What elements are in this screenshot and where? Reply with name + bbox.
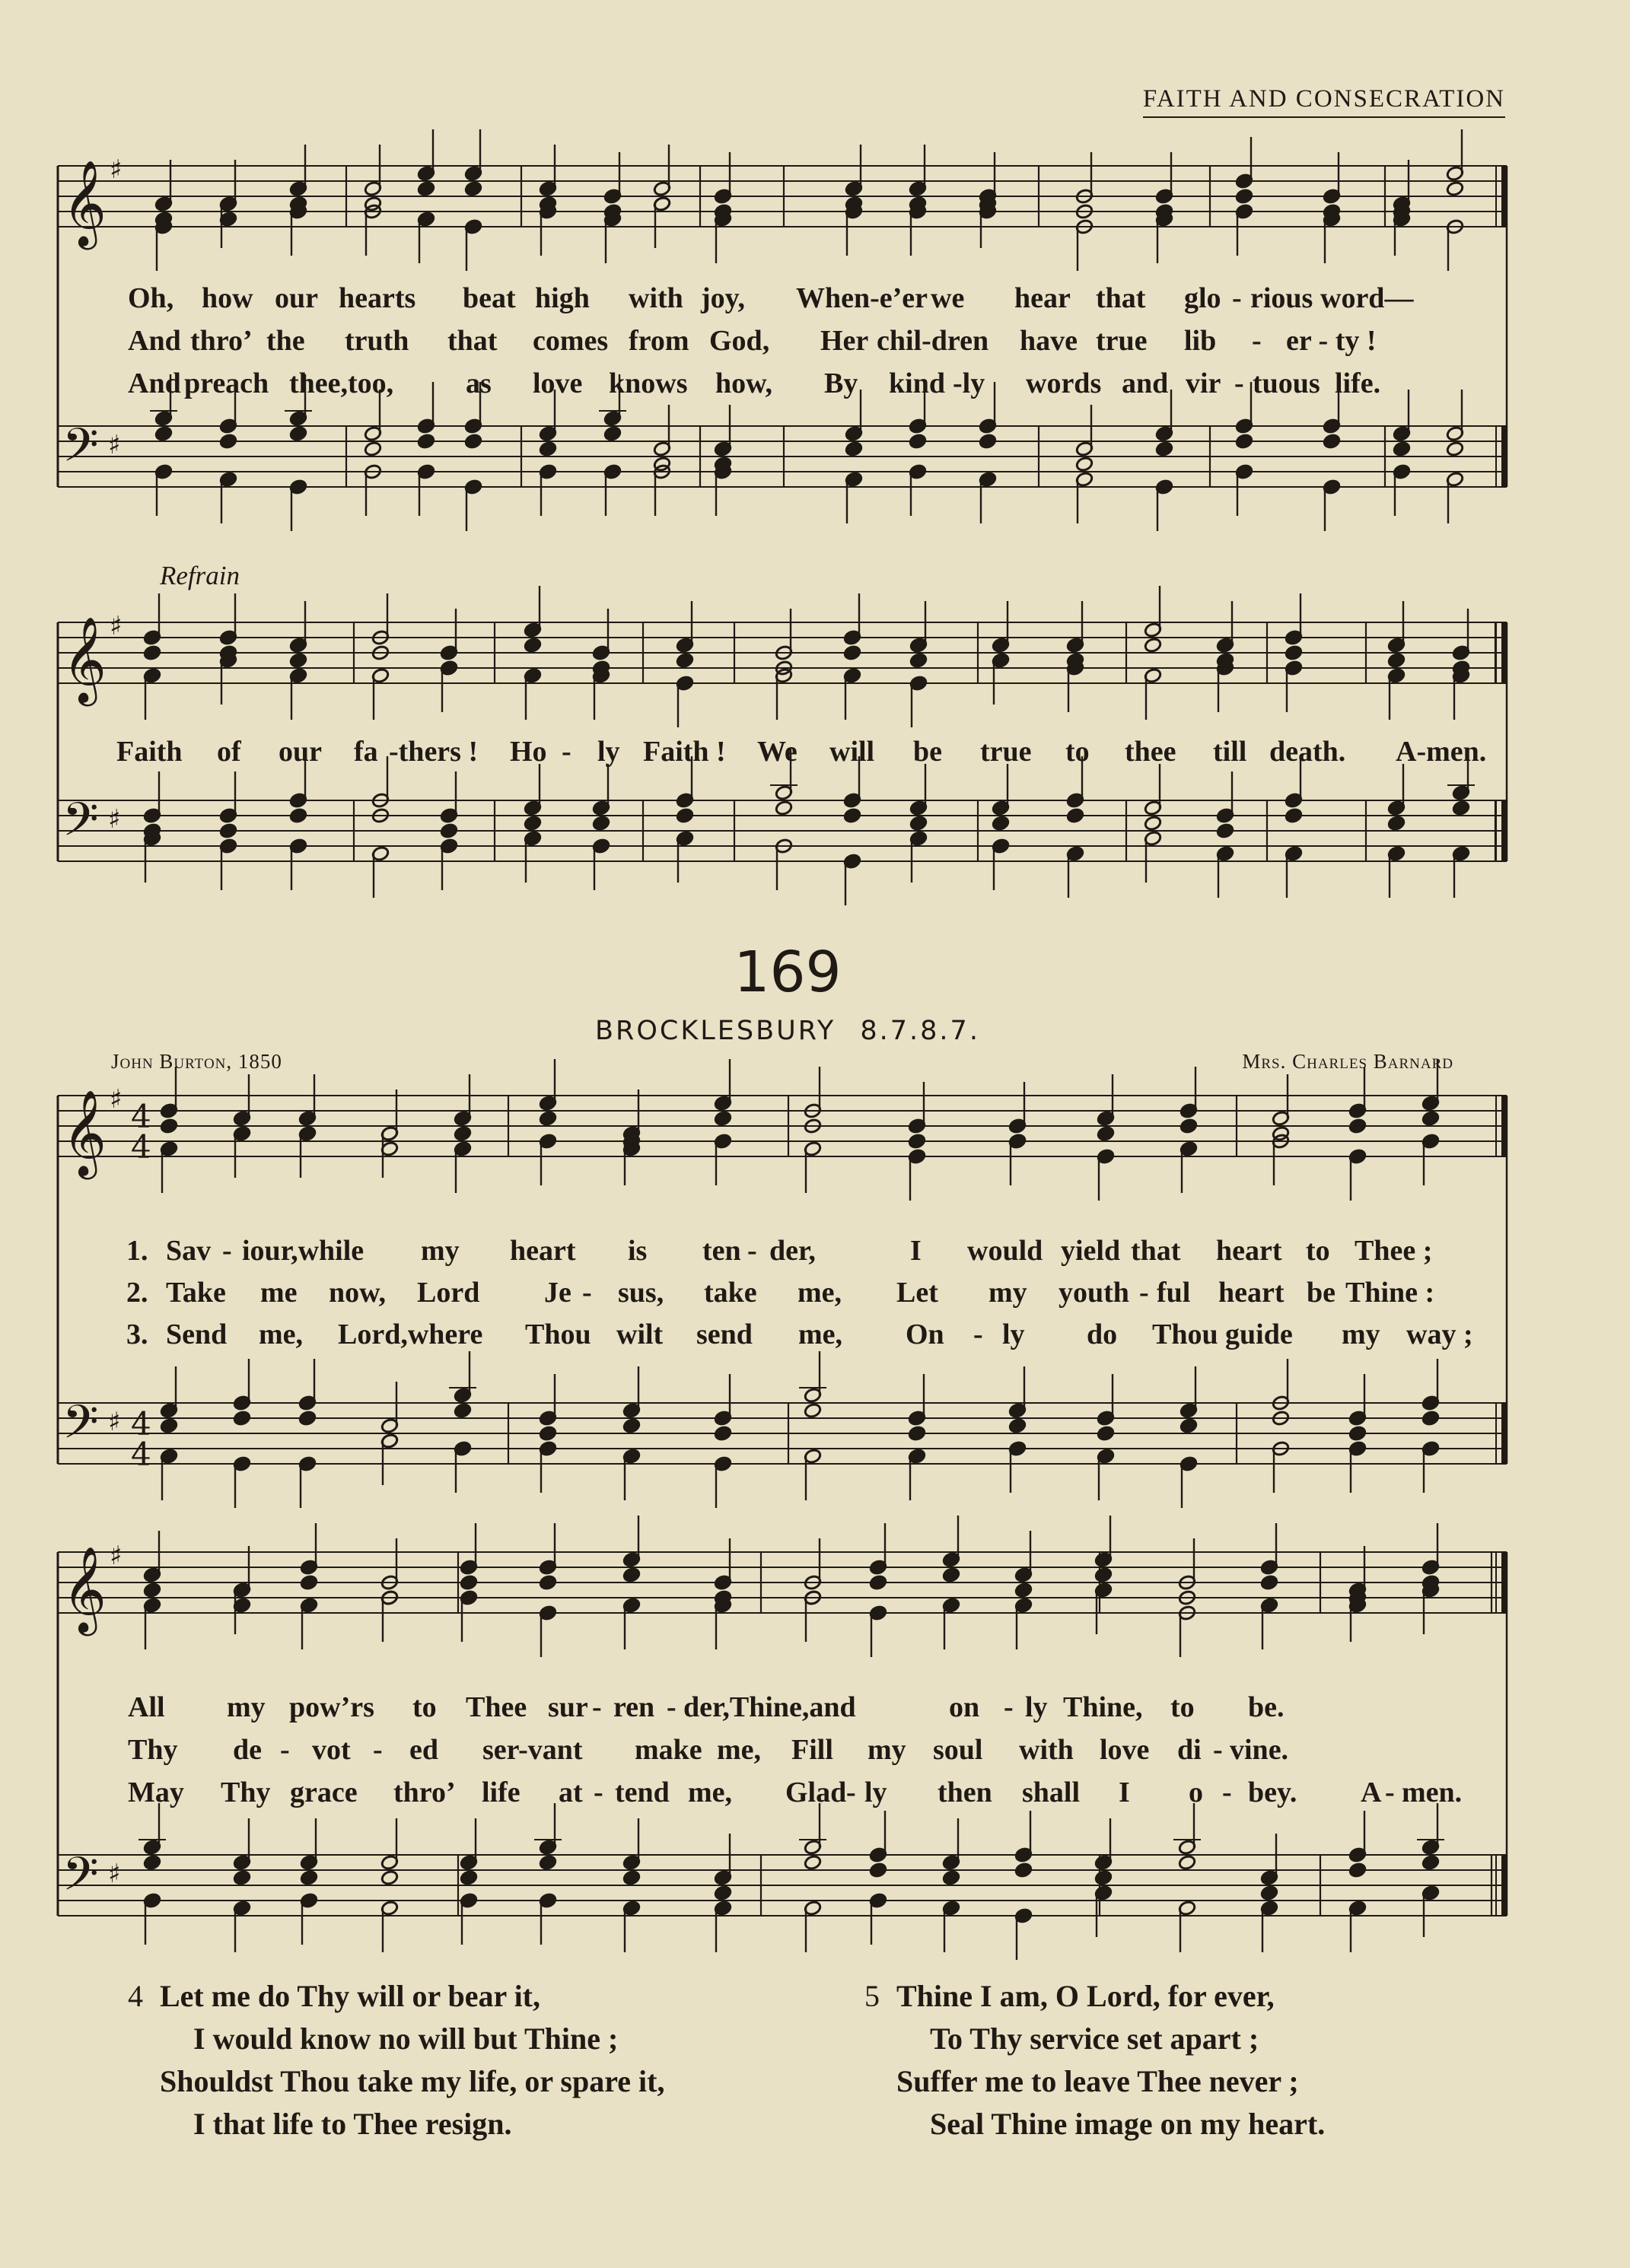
stanza-line: Suffer me to leave Thee never ; [896, 2064, 1299, 2098]
running-head: FAITH AND CONSECRATION [1143, 85, 1505, 118]
lyric-syllable: - [562, 736, 571, 768]
lyric-syllable: yield [1061, 1235, 1121, 1267]
lyric-syllable: vot [312, 1734, 351, 1766]
lyric-syllable: heart [510, 1235, 576, 1267]
lyric-syllable: high [535, 282, 590, 314]
lyric-syllable: we [931, 282, 965, 314]
stanza-line: Seal Thine image on my heart. [930, 2107, 1326, 2141]
lyric-syllable: ly [1025, 1691, 1048, 1723]
lyric-syllable: ren [613, 1691, 655, 1723]
lyric-syllable: bey. [1248, 1777, 1297, 1808]
lyric-syllable: me, [717, 1734, 762, 1766]
lyric-syllable: kind [889, 367, 945, 399]
lyric-syllable: beat [463, 282, 516, 314]
lyric-syllable: true [980, 736, 1032, 768]
svg-text:4: 4 [131, 1098, 151, 1135]
lyric-syllable: thee,too, [289, 367, 394, 399]
lyric-syllable: guide [1225, 1318, 1293, 1350]
lyric-syllable: then [938, 1777, 992, 1808]
lyric-syllable: knows [609, 367, 688, 399]
lyric-syllable: to [1306, 1235, 1330, 1267]
stanza-line: Let me do Thy will or bear it, [160, 1979, 540, 2013]
lyric-syllable: vine. [1230, 1734, 1289, 1766]
stanza-line: Shouldst Thou take my life, or spare it, [160, 2064, 665, 2098]
lyric-syllable: do [1087, 1318, 1118, 1350]
lyric-syllable: our [275, 282, 318, 314]
lyric-syllable: der,Thine,and [683, 1691, 856, 1723]
lyric-syllable: that [1096, 282, 1146, 314]
lyric-syllable: the [266, 325, 305, 357]
stanza-line: Thine I am, O Lord, for ever, [896, 1979, 1275, 2013]
lyric-syllable: - [1252, 325, 1262, 357]
lyric-syllable: On [906, 1318, 944, 1350]
lyric-syllable: When-e’er [796, 282, 928, 314]
lyric-syllable: that [1131, 1235, 1181, 1267]
lyric-syllable: Oh, [128, 282, 174, 314]
lyric-syllable: me, [688, 1777, 733, 1808]
lyric-syllable: - [1139, 1277, 1149, 1309]
svg-text:♯: ♯ [108, 1407, 121, 1437]
lyric-syllable: di [1177, 1734, 1202, 1766]
verse-number: 1. [126, 1235, 148, 1267]
lyric-syllable: hearts [339, 282, 416, 314]
lyric-syllable: ly [1002, 1318, 1025, 1350]
lyric-syllable: be [1307, 1277, 1336, 1309]
lyric-syllable: Thou [1152, 1318, 1218, 1350]
lyric-syllable: Thine, [1063, 1691, 1143, 1723]
lyric-syllable: ser-vant [482, 1734, 583, 1766]
lyric-syllable: grace [290, 1777, 358, 1808]
svg-text:𝄞: 𝄞 [62, 1546, 107, 1633]
lyric-syllable: - [667, 1691, 677, 1723]
lyric-syllable: tend [615, 1777, 670, 1808]
svg-text:𝄢: 𝄢 [62, 793, 99, 858]
lyric-syllable: de [233, 1734, 262, 1766]
lyric-syllable: Faith [116, 736, 183, 768]
lyric-syllable: - [373, 1734, 383, 1766]
verse-number: 3. [126, 1318, 148, 1350]
lyric-syllable: lib [1184, 325, 1217, 357]
lyric-syllable: ly [597, 736, 620, 768]
lyric-syllable: heart [1218, 1277, 1285, 1309]
lyric-syllable: Thy [128, 1734, 178, 1766]
tune-heading [0, 1016, 1575, 1046]
lyric-syllable: Let [896, 1277, 938, 1309]
lyric-syllable: pow’rs [289, 1691, 374, 1723]
lyric-syllable: joy, [701, 282, 746, 314]
lyric-syllable: would [967, 1235, 1043, 1267]
lyric-syllable: comes [533, 325, 609, 357]
lyric-syllable: - [1222, 1777, 1232, 1808]
lyric-syllable: with [1019, 1734, 1074, 1766]
lyric-syllable: Thee ; [1355, 1235, 1433, 1267]
svg-text:♯: ♯ [110, 154, 123, 185]
lyric-syllable: sur [548, 1691, 588, 1723]
lyric-syllable: my [421, 1235, 460, 1267]
hymn-number: 169 [734, 940, 842, 1005]
lyric-syllable: Her [820, 325, 869, 357]
lyric-syllable: Faith ! [643, 736, 726, 768]
lyric-syllable: that [447, 325, 498, 357]
lyric-syllable: now, [329, 1277, 386, 1309]
lyric-syllable: take [704, 1277, 757, 1309]
lyric-syllable: God, [709, 325, 770, 357]
lyric-syllable: Lord,where [338, 1318, 483, 1350]
lyric-syllable: A [1361, 1777, 1382, 1808]
lyric-syllable: thro’ [393, 1777, 456, 1808]
lyric-syllable: men. [1402, 1777, 1463, 1808]
lyric-syllable: and [1122, 367, 1169, 399]
lyric-syllable: words [1026, 367, 1102, 399]
lyric-syllable: And [128, 367, 181, 399]
lyric-syllable: my [868, 1734, 906, 1766]
lyric-syllable: A-men. [1396, 736, 1487, 768]
lyric-syllable: Send [166, 1318, 228, 1350]
lyric-syllable: love [1100, 1734, 1150, 1766]
lyric-syllable: We [757, 736, 797, 768]
lyric-syllable: ten [702, 1235, 741, 1267]
svg-text:♯: ♯ [110, 611, 123, 641]
composer-credit: Mrs. Charles Barnard [1242, 1050, 1453, 1073]
refrain-label: Refrain [160, 561, 240, 590]
lyric-syllable: hear [1014, 282, 1071, 314]
lyric-syllable: chil-dren [877, 325, 989, 357]
stanza-number: 4 [128, 1979, 143, 2013]
lyric-syllable: love [533, 367, 583, 399]
svg-text:𝄢: 𝄢 [62, 1395, 99, 1461]
lyric-syllable: me, [798, 1318, 843, 1350]
lyric-syllable: with [629, 282, 683, 314]
lyric-syllable: how [202, 282, 253, 314]
lyric-syllable: By [824, 367, 858, 399]
lyric-syllable: - [747, 1235, 757, 1267]
lyric-syllable: be. [1248, 1691, 1285, 1723]
lyric-syllable: truth [345, 325, 409, 357]
lyric-syllable: All [128, 1691, 165, 1723]
lyric-syllable: will [829, 736, 875, 768]
verse-number: 2. [126, 1277, 148, 1309]
stanza-4 [128, 1975, 665, 2146]
lyric-syllable: my [227, 1691, 266, 1723]
lyric-syllable: iour,while [242, 1235, 365, 1267]
lyric-syllable: till [1213, 736, 1247, 768]
lyric-syllable: sus, [618, 1277, 664, 1309]
lyric-syllable: Thy [221, 1777, 271, 1808]
lyric-syllable: from [629, 325, 689, 357]
lyric-syllable: my [1342, 1318, 1380, 1350]
lyric-syllable: Lord [417, 1277, 480, 1309]
lyric-syllable: der, [769, 1235, 816, 1267]
stanza-5 [864, 1975, 1326, 2146]
lyric-syllable: make [635, 1734, 702, 1766]
stanza-line: To Thy service set apart ; [930, 2021, 1259, 2056]
svg-text:𝄢: 𝄢 [62, 418, 99, 484]
lyric-syllable: er - ty ! [1286, 325, 1377, 357]
lyric-syllable: life. [1335, 367, 1381, 399]
lyric-syllable: death. [1269, 736, 1346, 768]
lyric-syllable: at [559, 1777, 583, 1808]
lyric-syllable: me, [259, 1318, 304, 1350]
svg-text:4: 4 [131, 1128, 151, 1166]
lyric-syllable: tuous [1253, 367, 1320, 399]
lyric-syllable: I [910, 1235, 922, 1267]
svg-text:♯: ♯ [108, 804, 121, 835]
lyric-syllable: life [482, 1777, 521, 1808]
lyric-syllable: - [1385, 1777, 1395, 1808]
lyric-syllable: as [466, 367, 492, 399]
lyric-syllable: to [412, 1691, 437, 1723]
lyric-syllable: send [696, 1318, 753, 1350]
lyric-syllable: -ly [953, 367, 985, 399]
lyric-syllable: - [1232, 282, 1242, 314]
lyric-syllable: me, [797, 1277, 842, 1309]
lyric-syllable: soul [933, 1734, 983, 1766]
author-credit: John Burton, 1850 [111, 1050, 282, 1073]
lyric-syllable: me [260, 1277, 298, 1309]
lyric-syllable: on [949, 1691, 980, 1723]
lyric-syllable: thee [1125, 736, 1176, 768]
tune-name: BROCKLESBURY [595, 1016, 836, 1046]
lyric-syllable: Ho [510, 736, 547, 768]
svg-text:♯: ♯ [108, 1859, 121, 1889]
svg-text:4: 4 [131, 1405, 151, 1443]
lyric-syllable: Thee [466, 1691, 527, 1723]
lyric-syllable: - [280, 1734, 290, 1766]
lyric-syllable: fa [354, 736, 378, 768]
svg-text:𝄞: 𝄞 [62, 160, 107, 247]
lyric-syllable: glo [1184, 282, 1221, 314]
lyric-syllable: heart [1216, 1235, 1282, 1267]
lyric-syllable: - [1213, 1734, 1223, 1766]
lyric-syllable: - [582, 1277, 592, 1309]
lyric-syllable: Fill [791, 1734, 833, 1766]
lyric-syllable: wilt [616, 1318, 664, 1350]
lyric-syllable: Thine : [1345, 1277, 1435, 1309]
lyric-syllable: ful [1157, 1277, 1191, 1309]
lyric-syllable: Je [544, 1277, 571, 1309]
lyric-syllable: how, [715, 367, 772, 399]
lyric-syllable: -thers ! [389, 736, 479, 768]
lyric-syllable: - [1004, 1691, 1014, 1723]
lyric-syllable: thro’ [190, 325, 253, 357]
lyric-syllable: have [1020, 325, 1078, 357]
lyric-syllable: ly [864, 1777, 887, 1808]
svg-text:♯: ♯ [110, 1084, 123, 1115]
lyric-syllable: to [1170, 1691, 1195, 1723]
svg-text:𝄢: 𝄢 [62, 1847, 99, 1913]
stanza-line: I that life to Thee resign. [193, 2107, 512, 2141]
lyric-syllable: ed [409, 1734, 438, 1766]
lyric-syllable: of [217, 736, 241, 768]
lyric-syllable: Thou [525, 1318, 591, 1350]
lyric-syllable: May [128, 1777, 184, 1808]
lyric-syllable: vir [1186, 367, 1221, 399]
lyric-syllable: rious [1250, 282, 1313, 314]
lyric-syllable: preach [184, 367, 269, 399]
svg-text:♯: ♯ [108, 430, 121, 460]
lyric-syllable: way ; [1406, 1318, 1473, 1350]
lyric-syllable: word— [1320, 282, 1414, 314]
lyric-syllable: - [846, 1777, 856, 1808]
svg-text:𝄞: 𝄞 [62, 1089, 107, 1176]
lyric-syllable: I [1119, 1777, 1130, 1808]
lyric-syllable: our [279, 736, 322, 768]
lyric-syllable: true [1096, 325, 1148, 357]
lyric-syllable: o [1189, 1777, 1203, 1808]
stanza-number: 5 [864, 1979, 880, 2013]
lyric-syllable: Take [166, 1277, 226, 1309]
lyric-syllable: - [973, 1318, 983, 1350]
lyric-syllable: my [989, 1277, 1027, 1309]
stanza-line: I would know no will but Thine ; [193, 2021, 619, 2056]
lyric-syllable: youth [1059, 1277, 1129, 1309]
svg-text:4: 4 [131, 1436, 151, 1473]
lyric-syllable: is [628, 1235, 648, 1267]
lyric-syllable: And [128, 325, 181, 357]
svg-text:𝄞: 𝄞 [62, 616, 107, 703]
lyric-syllable: - [594, 1777, 603, 1808]
lyric-syllable: be [913, 736, 942, 768]
lyric-syllable: Glad [785, 1777, 847, 1808]
lyric-syllable: - [592, 1691, 602, 1723]
lyric-syllable: - [1234, 367, 1244, 399]
lyric-syllable: to [1065, 736, 1090, 768]
lyric-syllable: Sav [166, 1235, 212, 1267]
lyric-syllable: - [222, 1235, 232, 1267]
tune-meter: 8.7.8.7. [860, 1016, 980, 1046]
lyric-syllable: shall [1022, 1777, 1081, 1808]
svg-text:♯: ♯ [110, 1541, 123, 1571]
